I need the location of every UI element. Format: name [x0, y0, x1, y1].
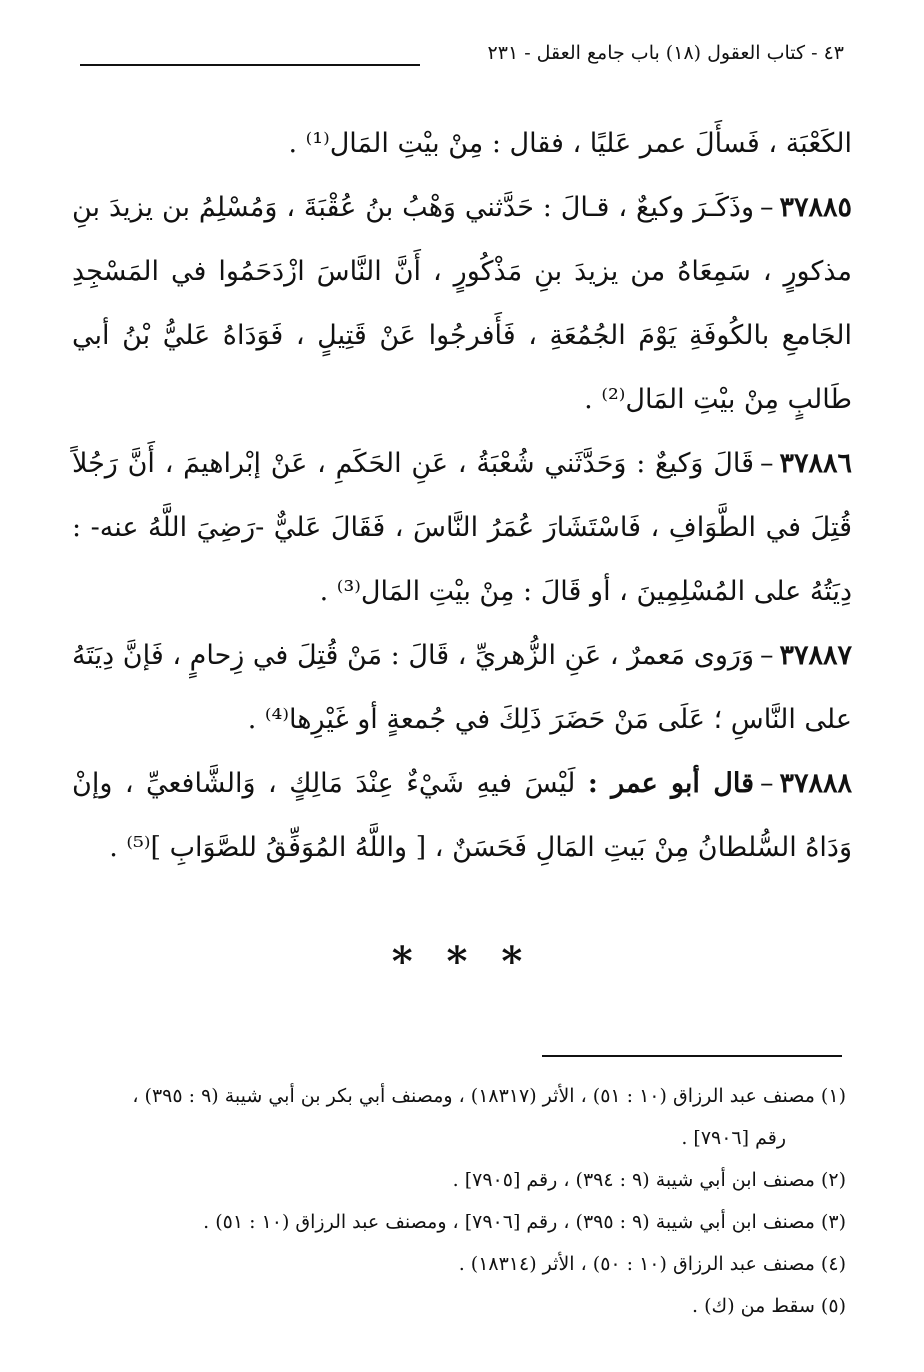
- hadith-number: ٣٧٨٨٧: [779, 640, 852, 671]
- page-header: [80, 42, 844, 82]
- paragraph-text: لَيْسَ فيهِ شَيْءٌ عِنْدَ مَالِكٍ ، وَالشَّافعيِّ ، وإنْ وَدَاهُ السُّلطانُ مِنْ بَيتِ المَالِ فَحَسَنٌ ، [ واللَّهُ المُوَفِّقُ للصَّوَابِ ]⁽⁵⁾ .: [72, 768, 852, 863]
- paragraph-text: وَرَوى مَعمرٌ ، عَنِ الزُّهريِّ ، قَالَ : مَنْ قُتِلَ في زِحامٍ ، فَإنَّ دِيَتَهُ على النَّاسِ ؛ عَلَى مَنْ حَضَرَ ذَلِكَ في جُمعةٍ أو غَيْرِها⁽⁴⁾ .: [72, 640, 852, 735]
- running-head: ٤٣ - كتاب العقول (١٨) باب جامع العقل - ٢٣١: [487, 42, 844, 64]
- footnotes: [72, 1075, 846, 1327]
- speaker-label: قال أبو عمر :: [587, 768, 754, 799]
- section-separator: * * *: [391, 938, 533, 985]
- dash: –: [759, 448, 774, 479]
- footnote-4: (٤) مصنف عبد الرزاق (١٠ : ٥٠) ، الأثر (١٨٣١٤) .: [458, 1253, 846, 1275]
- hadith-number: ٣٧٨٨٨: [779, 768, 852, 799]
- main-text: [72, 112, 852, 880]
- paragraph-37886: [72, 432, 852, 624]
- footnote-1: (١) مصنف عبد الرزاق (١٠ : ٥١) ، الأثر (١٨٣١٧) ، ومصنف أبي بكر بن أبي شيبة (٩ : ٣٩٥) ،: [132, 1085, 846, 1107]
- paragraph-37887: [72, 624, 852, 752]
- dash: –: [759, 640, 774, 671]
- paragraph-continuation: [72, 112, 852, 176]
- footnote-rule: [542, 1055, 842, 1057]
- footnote-1-continuation: رقم [٧٩٠٦] .: [681, 1127, 786, 1149]
- footnote-3: (٣) مصنف ابن أبي شيبة (٩ : ٣٩٥) ، رقم [٧٩٠٦] ، ومصنف عبد الرزاق (١٠ : ٥١) .: [203, 1211, 846, 1233]
- paragraph-37888: [72, 752, 852, 880]
- paragraph-text: الكَعْبَة ، فَسأَلَ عمر عَليًا ، فقال : مِنْ بيْتِ المَال⁽¹⁾ .: [288, 128, 852, 159]
- paragraph-text: قَالَ وَكيعٌ : وَحَدَّثَني شُعْبَةُ ، عَنِ الحَكَمِ ، عَنْ إبْراهيمَ ، أَنَّ رَجُلاً قُتِلَ في الطَّوَافِ ، فَاسْتَشَارَ عُمَرُ النَّاسَ ، فَقَالَ عَليٌّ -رَضِيَ اللَّهُ عنه- : دِيَتُهُ على المُسْلِمِينَ ، أو قَالَ : مِنْ بيْتِ المَال⁽³⁾ .: [72, 448, 852, 607]
- hadith-number: ٣٧٨٨٥: [779, 192, 852, 223]
- hadith-number: ٣٧٨٨٦: [779, 448, 852, 479]
- paragraph-text: وذَكَـرَ وكيعٌ ، قـالَ : حَدَّثني وَهْبُ بنُ عُقْبَةَ ، وَمُسْلِمُ بن يزيدَ بنِ مذكورٍ ، سَمِعَاهُ من يزيدَ بنِ مَذْكُورٍ ، أَنَّ النَّاسَ ازْدَحَمُوا في المَسْجِدِ الجَامعِ بالكُوفَةِ يَوْمَ الجُمُعَةِ ، فَأَفرجُوا عَنْ قَتِيلٍ ، فَوَدَاهُ عَليُّ بْنُ أبي طَالبٍ مِنْ بيْتِ المَال⁽²⁾ .: [72, 192, 852, 415]
- footnote-5: (٥) سقط من (ك) .: [692, 1295, 846, 1317]
- footnote-2: (٢) مصنف ابن أبي شيبة (٩ : ٣٩٤) ، رقم [٧٩٠٥] .: [452, 1169, 846, 1191]
- dash: –: [759, 768, 774, 799]
- paragraph-37885: [72, 176, 852, 432]
- header-rule: [80, 64, 420, 66]
- dash: –: [759, 192, 774, 223]
